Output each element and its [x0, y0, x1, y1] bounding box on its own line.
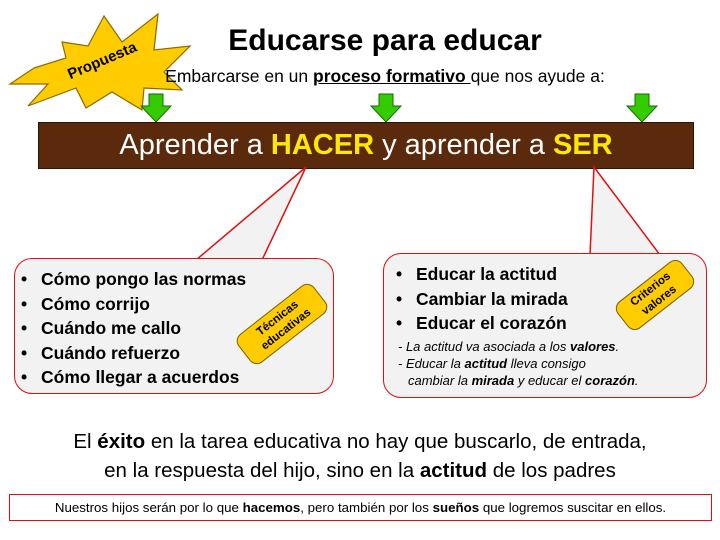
tecnicas-tag-label: Técnicas educativas	[254, 298, 314, 353]
subtitle-before: Embarcarse en un	[165, 66, 314, 86]
note-bold: actitud	[464, 355, 508, 371]
list-item: • Cuándo refuerzo	[15, 341, 333, 366]
note-bold: corazón	[585, 372, 635, 388]
conclusion-line-1	[0, 427, 720, 456]
footer-text: que logremos suscitar en ellos.	[479, 500, 667, 515]
note-line-3	[408, 372, 706, 389]
note-text: - Educar la	[398, 355, 465, 371]
subtitle-after: que nos ayude a:	[470, 66, 605, 86]
list-item: • Cuándo me callo	[15, 316, 333, 341]
footer-bold: sueños	[432, 500, 480, 515]
footer-quote	[9, 494, 712, 521]
subtitle-emphasis: proceso formativo	[313, 66, 471, 86]
footer-text: , pero también por los	[300, 500, 433, 515]
list-item: • Cambiar la mirada	[390, 287, 706, 312]
page-title: Educarse para educar	[228, 24, 542, 57]
note-line-2	[398, 355, 706, 372]
footer-bold: hacemos	[242, 500, 301, 515]
criterios-tag-label: Criterios valores	[628, 270, 679, 318]
conclusion-text-part: en la respuesta del hijo, sino en la	[104, 459, 420, 482]
banner-part2: y aprender a	[374, 129, 553, 161]
conclusion-text	[0, 427, 720, 485]
conclusion-bold: éxito	[97, 430, 146, 453]
note-text: lleva consigo	[507, 355, 586, 371]
list-item: • Cómo corrijo	[15, 292, 333, 317]
note-text: y educar el	[514, 372, 586, 388]
conclusion-text-part: en la tarea educativa no hay que buscarlo, de entrada,	[145, 430, 647, 453]
note-text: .	[615, 338, 620, 354]
banner-part1: Aprender a	[119, 129, 271, 161]
note-bold: valores	[570, 338, 616, 354]
list-item: • Educar la actitud	[390, 262, 706, 287]
conclusion-text-part: de los padres	[487, 459, 616, 482]
conclusion-line-2	[0, 456, 720, 485]
list-item: • Cómo llegar a acuerdos	[15, 365, 333, 390]
note-text: cambiar la	[408, 372, 472, 388]
footer-text: Nuestros hijos serán por lo que	[54, 500, 243, 515]
banner-word-hacer: HACER	[270, 129, 375, 161]
propuesta-label: Propuesta	[65, 38, 140, 84]
note-bold: mirada	[471, 372, 515, 388]
list-item: • Cómo pongo las normas	[15, 267, 333, 292]
conclusion-text-part: El	[73, 430, 98, 453]
list-item: • Educar el corazón	[390, 311, 706, 336]
note-line-1	[398, 338, 706, 355]
conclusion-bold: actitud	[419, 459, 488, 482]
banner-word-ser: SER	[552, 129, 613, 161]
note-text: .	[634, 372, 639, 388]
note-text: - La actitud va asociada a los	[398, 338, 570, 354]
